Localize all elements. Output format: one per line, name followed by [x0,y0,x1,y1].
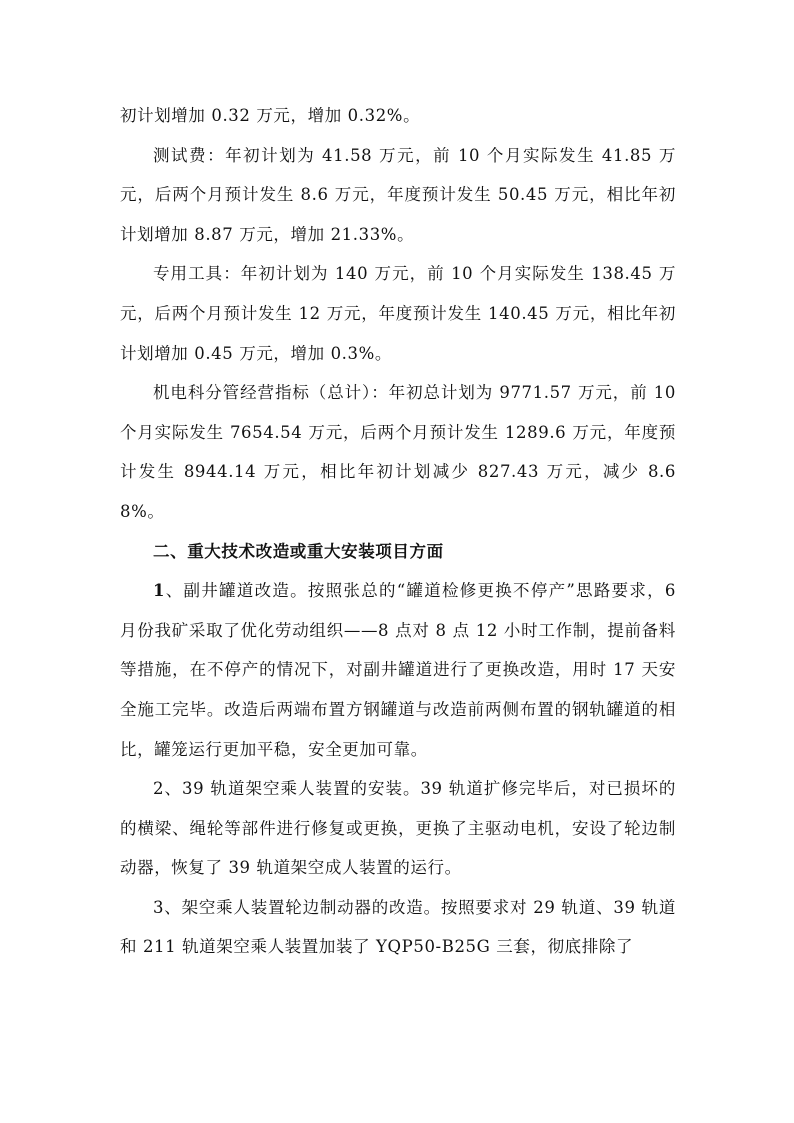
document-page [120,96,676,967]
paragraph-testing-fee: 测试费：年初计划为 41.58 万元，前 10 个月实际发生 41.85 万元，后两个月预计发生 8.6 万元，年度预计发生 50.45 万元，相比年初计划增加 8.87 万元，增加 21.33%。 [120,145,676,244]
list-item-3 [120,888,676,967]
list-item-2 [120,769,676,888]
item-text: 、架空乘人装置轮边制动器的改造。按照要求对 29 轨道、39 轨道和 211 轨道架空乘人装置加装了 YQP50-B25G 三套，彻底排除了 [120,897,676,957]
item-number: 1 [153,581,166,601]
paragraph-total-indicators: 机电科分管经营指标（总计）：年初总计划为 9771.57 万元，前 10 个月实际发生 7654.54 万元，后两个月预计发生 1289.6 万元，年度预计发生 8944.14 万元，相比年初计划减少 827.43 万元，减少 8.68%。 [120,383,676,521]
section-heading: 二、重大技术改造或重大安装项目方面 [153,541,444,561]
item-text: 、副井罐道改造。按照张总的“罐道检修更换不停产”思路要求，6 月份我矿采取了优化劳动组织——8 点对 8 点 12 小时工作制，提前备料等措施，在不停产的情况下，对副井罐道进行了更换改造，用时 17 天安全施工完毕。改造后两端布置方钢罐道与改造前两侧布置的钢轨罐道的相比，罐笼运行更加平稳，安全更加可靠。 [120,581,676,759]
paragraph-continuation: 初计划增加 0.32 万元，增加 0.32%。 [120,106,421,125]
item-number: 2 [153,779,165,799]
item-number: 3 [153,897,165,917]
paragraph-special-tools: 专用工具：年初计划为 140 万元，前 10 个月实际发生 138.45 万元，后两个月预计发生 12 万元，年度预计发生 140.45 万元，相比年初计划增加 0.45 万元，增加 0.3%。 [120,264,676,363]
list-item-1 [120,571,676,769]
item-text: 、39 轨道架空乘人装置的安装。39 轨道扩修完毕后，对已损坏的的横梁、绳轮等部件进行修复或更换，更换了主驱动电机，安设了轮边制动器，恢复了 39 轨道架空成人装置的运行。 [120,779,676,878]
